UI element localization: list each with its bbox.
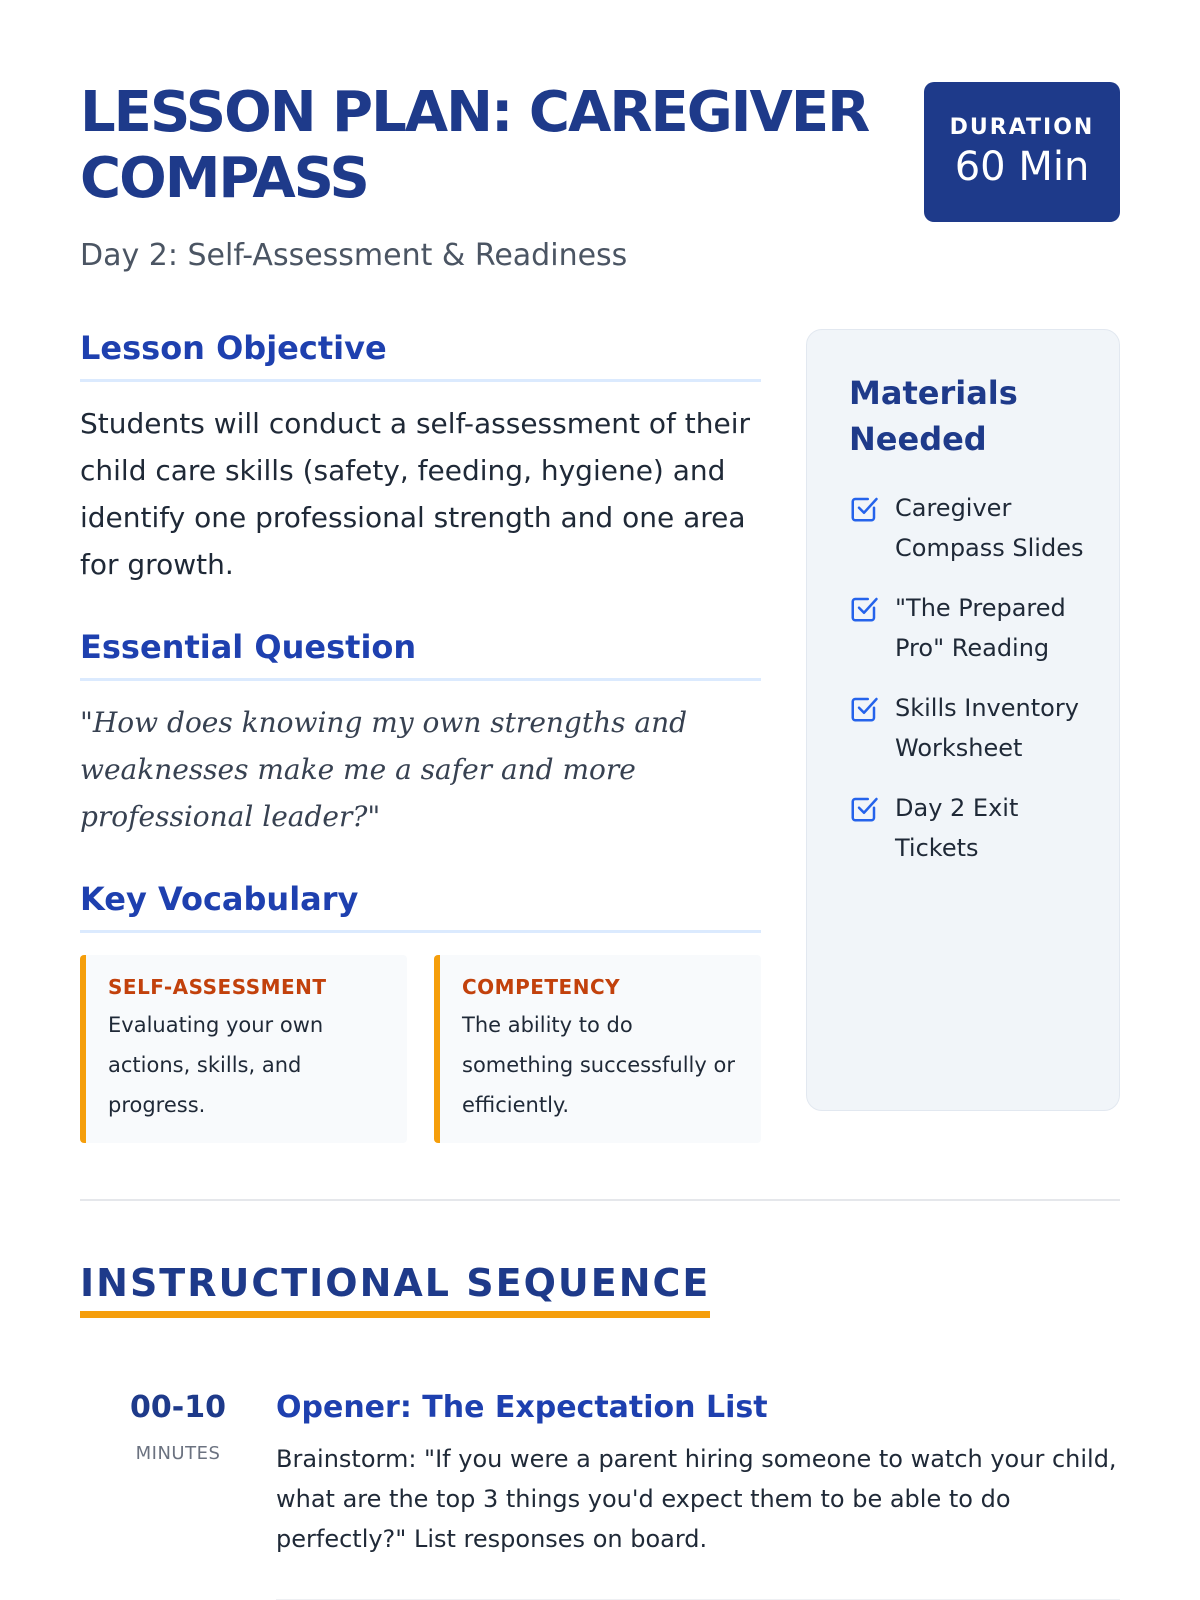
material-item: [849, 788, 1089, 868]
content-columns: [80, 329, 1120, 1143]
step-time-range: 00-10: [130, 1390, 226, 1425]
material-label: Skills Inventory Worksheet: [895, 694, 1079, 762]
objective-section: [80, 329, 761, 588]
objective-text: Students will conduct a self-assessment of their child care skills (safety, feeding, hygiene) and identify one professional strength and one area for growth.: [80, 407, 750, 581]
step-time: [80, 1390, 276, 1600]
step-description: Brainstorm: "If you were a parent hiring someone to watch your child, what are the top 3 things you'd expect them to be able to do perfectly?" List responses on board.: [276, 1445, 1117, 1553]
question-text: "How does knowing my own strengths and weaknesses make me a safer and more professional leader?": [80, 706, 688, 833]
material-item: [849, 488, 1089, 568]
vocab-term: COMPETENCY: [462, 975, 621, 999]
materials-heading: Materials Needed: [849, 374, 1018, 458]
page-title: LESSON PLAN: CAREGIVER COMPASS: [80, 80, 869, 211]
checkbox-icon: [849, 794, 879, 824]
duration-label: DURATION: [949, 114, 1095, 140]
sequence-step: [80, 1390, 1120, 1600]
vocabulary-section: [80, 880, 761, 1143]
material-label: Caregiver Compass Slides: [895, 494, 1084, 562]
material-item: [849, 688, 1089, 768]
sequence-section: [80, 1201, 1120, 1600]
vocab-definition: Evaluating your own actions, skills, and progress.: [108, 1013, 324, 1117]
vocab-definition: The ability to do something successfully or efficiently.: [462, 1013, 735, 1117]
checkbox-icon: [849, 694, 879, 724]
title-block: [80, 80, 870, 273]
question-section: [80, 628, 761, 840]
vocab-card: [434, 955, 761, 1143]
material-label: "The Prepared Pro" Reading: [895, 594, 1066, 662]
material-item: [849, 588, 1089, 668]
checkbox-icon: [849, 594, 879, 624]
materials-panel: [806, 329, 1120, 1111]
materials-list: [849, 488, 1089, 868]
question-heading: Essential Question: [80, 628, 761, 681]
checkbox-icon: [849, 494, 879, 524]
page-subtitle: Day 2: Self-Assessment & Readiness: [80, 238, 628, 273]
step-body: [276, 1390, 1120, 1600]
vocab-card: [80, 955, 407, 1143]
vocab-term: SELF-ASSESSMENT: [108, 975, 327, 999]
objective-heading: Lesson Objective: [80, 329, 761, 382]
duration-badge: [924, 82, 1120, 222]
step-title: Opener: The Expectation List: [276, 1390, 768, 1425]
sequence-heading: INSTRUCTIONAL SEQUENCE: [80, 1261, 710, 1318]
step-time-unit: MINUTES: [135, 1443, 221, 1464]
duration-value: 60 Min: [954, 143, 1090, 190]
material-label: Day 2 Exit Tickets: [895, 794, 1019, 862]
main-column: [80, 329, 761, 1143]
vocabulary-heading: Key Vocabulary: [80, 880, 761, 933]
vocabulary-grid: [80, 955, 761, 1143]
page-header: [80, 80, 1120, 273]
